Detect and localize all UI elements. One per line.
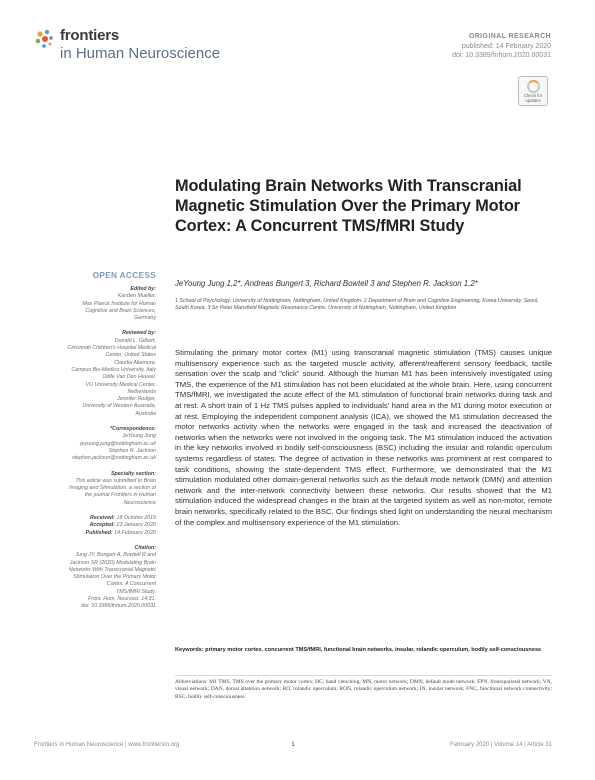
specialty-line: This article was submitted to Brain: [75, 477, 156, 484]
citation-line: Networks With Transcranial Magnetic: [68, 566, 156, 573]
reviewer-line: Netherlands: [127, 388, 156, 395]
page-footer: [34, 742, 552, 752]
editor-line: Cognitive and Brain Sciences,: [85, 307, 156, 314]
reviewer-line: Campus Bio-Medico University, Italy: [71, 366, 156, 373]
keywords-label: Keywords:: [175, 647, 204, 653]
correspondence-email[interactable]: jeyoung.jung@nottingham.ac.uk: [80, 440, 156, 447]
article-doi[interactable]: doi: 10.3389/fnhum.2020.00031: [452, 52, 551, 59]
editor-line: Karsten Mueller,: [117, 293, 156, 300]
accepted-label: Accepted:: [89, 522, 116, 529]
reviewer-line: Jennifer Rodger,: [117, 396, 156, 403]
specialty-line: Neuroscience: [123, 499, 156, 506]
received-date: [21, 515, 156, 522]
section-divider: [175, 675, 552, 676]
reviewer-line: Cincinnati Children's Hospital Medical: [67, 345, 156, 352]
reviewer-line: University of Western Australia,: [82, 403, 156, 410]
reviewer-line: Odile Van Den Heuvel,: [102, 374, 156, 381]
citation-line: Stimulation Over the Primary Motor: [73, 574, 156, 581]
abstract: Stimulating the primary motor cortex (M1) using transcranial magnetic stimulation (TMS) causes unique multisensory experience such as the targeted muscle activity, afferent/reafferent sensory feedback, tactile sensation over the scalp and "click" sound. Although the human M1 has been intensively investigated using TMS, the experience of the M1 stimulation has not been elucidated at the whole brain. Here, using concurrent TMS/fMRI, we investigated the acute effect of the M1 stimulation of functional brain networks during task and at rest. A short train of 1 Hz TMS pulses applied to individuals' hand area in the M1 during motor execution or at rest. Employing the independent component analysis (ICA), we showed the M1 stimulation decreased the motor networks activity when the networks were engaged in the task and increased the deactivation of networks when the networks were not involved in the ongoing task. The M1 stimulation induced the activation in the key networks involved in bodily self-consciousness (BSC) including the insular and rolandic operculum systems regardless of states. The degree of activation in these networks was prominent at rest compared to task conditions, showing the state-dependent TMS effect. Furthermore, we demonstrated that the M1 stimulation modulated other domain-general networks such as the default mode network (DMN) and attention network and the inter-network connectivity between these networks. Our results showed that the M1 stimulation induced the widespread changes in the brain at the targeted system as well as non-motor, remote brain networks, specifically related to the BSC. Our findings shed light on understanding the neural mechanism of the complex and multisensory experience of the M1 stimulation.: [175, 348, 552, 527]
check-badge-line1: Check for: [523, 93, 543, 98]
page-number: 1: [291, 742, 295, 748]
frontiers-logo-icon: [34, 28, 56, 50]
check-updates-icon: [527, 80, 540, 93]
article-type: ORIGINAL RESEARCH: [468, 33, 551, 40]
footer-journal[interactable]: Frontiers in Human Neuroscience | www.frontiersin.org: [34, 742, 180, 748]
reviewer-line: Center, United States: [105, 352, 156, 359]
editor-line: Max Planck Institute for Human: [82, 300, 156, 307]
open-access-label[interactable]: OPEN ACCESS: [92, 270, 156, 280]
correspondence-email[interactable]: stephen.jackson@nottingham.ac.uk: [72, 455, 156, 462]
received-value: 18 October 2019: [116, 515, 156, 522]
reviewer-line: Claudia Altamura,: [114, 359, 156, 366]
citation-doi[interactable]: doi: 10.3389/fnhum.2020.00031: [81, 603, 156, 610]
published-value: 14 February 2020: [114, 529, 156, 536]
specialty-line: Imaging and Stimulation, a section of: [69, 485, 156, 492]
article-info-sidebar: [21, 270, 156, 611]
abbreviations: Abbreviations: M1 TMS, TMS over the primary motor cortex; HC, hand clenching; MN, motor network; DMN, default mode network; FPN, frontoparietal network; VN, visual network; DAN, dorsal attention network; RO, rolandic operculum; RON, rolandic operculum network; IN, insular network; FNC, functional network connectivity; BSC, bodily self-consciousness.: [175, 679, 552, 700]
specialty-section-heading: Specialty section:: [110, 470, 156, 477]
reviewer-line: Donald L. Gilbert,: [114, 337, 156, 344]
accepted-date: [21, 522, 156, 529]
published-date: published: 14 February 2020: [461, 42, 551, 50]
logo-text-journal: in Human Neuroscience: [60, 45, 221, 62]
check-badge-line2: updates: [525, 98, 541, 103]
citation-line: Jackson SR (2020) Modulating Brain: [69, 559, 156, 566]
citation-line: TMS/fMRI Study.: [116, 588, 156, 595]
editor-line: Germany: [134, 315, 156, 322]
correspondence-line: JeYoung Jung: [122, 433, 156, 440]
reviewer-line: Australia: [135, 410, 156, 417]
correspondence-heading: *Correspondence:: [110, 426, 156, 433]
specialty-line: the journal Frontiers in Human: [84, 492, 156, 499]
accepted-value: 23 January 2020: [116, 522, 156, 529]
check-for-updates-badge[interactable]: [518, 76, 548, 106]
reviewed-by-heading: Reviewed by:: [122, 330, 156, 337]
logo-text-frontiers: frontiers: [60, 27, 120, 44]
author-list[interactable]: JeYoung Jung 1,2*, Andreas Bungert 3, Richard Bowtell 3 and Stephen R. Jackson 1,2*: [175, 279, 478, 288]
article-meta-header: [452, 32, 551, 61]
published-label: Published:: [85, 529, 113, 536]
published-date-side: [21, 530, 156, 537]
citation-line: Front. Hum. Neurosci. 14:31.: [87, 595, 156, 602]
correspondence-line: Stephen R. Jackson: [108, 447, 156, 454]
received-label: Received:: [90, 515, 116, 522]
keywords: [175, 647, 552, 655]
affiliations: 1 School of Psychology, University of Nottingham, Nottingham, United Kingdom, 2 Department of Brain and Cognitive Engineering, Korea University, Seoul, South Korea, 3 Sir Peter Mansfield Magnetic Resonance Centre, University of Nottingham, Nottingham, United Kingdom: [175, 298, 539, 312]
citation-line: Cortex: A Concurrent: [106, 581, 156, 588]
footer-issue: February 2020 | Volume 14 | Article 31: [450, 742, 552, 748]
keywords-text: primary motor cortex, concurrent TMS/fMRI, functional brain networks, insular, rolandic operculum, bodily self-consciousness: [205, 647, 542, 653]
reviewer-line: VU University Medical Center,: [85, 381, 156, 388]
citation-line: Jung JY, Bungert A, Bowtell R and: [75, 552, 156, 559]
article-title: Modulating Brain Networks With Transcranial Magnetic Stimulation Over the Primary Motor Cortex: A Concurrent TMS/fMRI Study: [175, 177, 522, 235]
edited-by-heading: Edited by:: [130, 286, 156, 292]
citation-heading: Citation:: [134, 544, 156, 551]
